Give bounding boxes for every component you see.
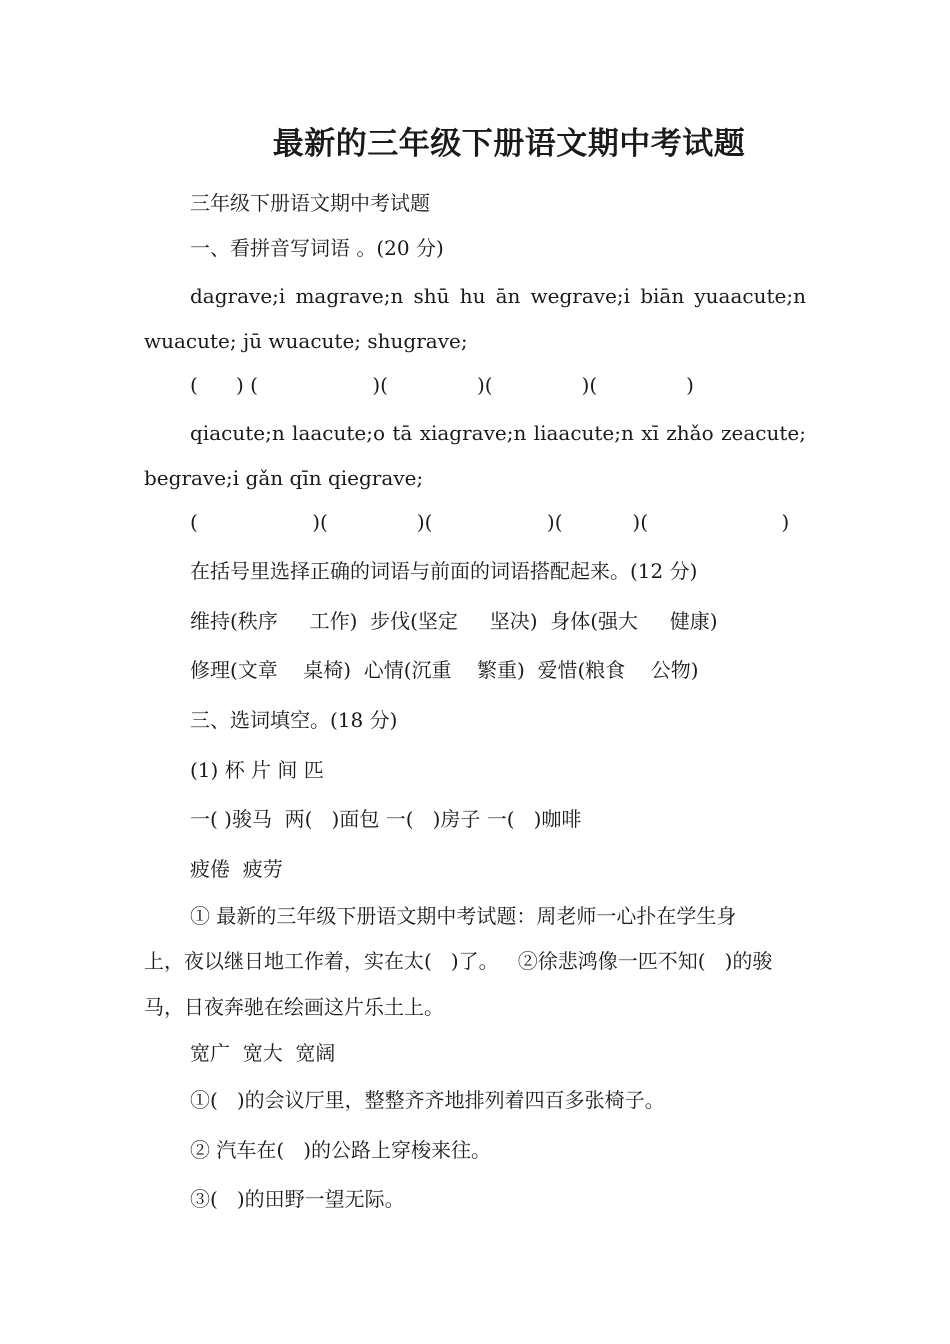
pinyin-word: dagrave;i [190, 284, 286, 308]
pinyin-word: xiagrave;n [419, 421, 527, 445]
pinyin-row-1-continued: wuacute; jū wuacute; shugrave; [144, 329, 468, 353]
pinyin-word: ān [495, 284, 521, 308]
question-2-words: 疲倦 疲劳 [190, 857, 283, 881]
pinyin-word: tā [392, 421, 413, 445]
pinyin-row-2-continued: begrave;i gǎn qīn qiegrave; [144, 466, 424, 490]
answer-blanks-1: ( ) ( )( )( )( ) [190, 373, 694, 397]
subtitle: 三年级下册语文期中考试题 [190, 191, 430, 215]
answer-blanks-2: ( )( )( )( )( ) [190, 510, 790, 534]
matching-row-2: 修理(文章 桌椅) 心情(沉重 繁重) 爱惜(粮食 公物) [190, 658, 699, 682]
pinyin-row-1 [190, 283, 806, 309]
pinyin-word: yuaacute;n [694, 284, 806, 308]
question-1-words: (1) 杯 片 间 匹 [190, 758, 324, 782]
pinyin-word: biān [640, 284, 685, 308]
pinyin-word: zeacute; [721, 421, 806, 445]
section-3-heading: 三、选词填空。(18 分) [190, 708, 398, 732]
question-1-fill: 一( )骏马 两( )面包 一( )房子 一( )咖啡 [190, 807, 582, 831]
question-2-line-1: ① 最新的三年级下册语文期中考试题：周老师一心扑在学生身 [190, 904, 737, 928]
question-2-line-2: 上，夜以继日地工作着，实在太( )了。 ②徐悲鸿像一匹不知( )的骏 [144, 949, 773, 973]
section-1-heading: 一、看拼音写词语 。(20 分) [190, 236, 444, 260]
question-3-sentence-1: ①( )的会议厅里，整整齐齐地排列着四百多张椅子。 [190, 1088, 665, 1112]
matching-row-1: 维持(秩序 工作) 步伐(坚定 坚决) 身体(强大 健康) [190, 609, 718, 633]
section-2-heading: 在括号里选择正确的词语与前面的词语搭配起来。(12 分) [190, 559, 698, 583]
question-3-sentence-3: ③( )的田野一望无际。 [190, 1187, 405, 1211]
pinyin-word: hu [459, 284, 486, 308]
pinyin-word: xī [641, 421, 659, 445]
pinyin-word: magrave;n [295, 284, 404, 308]
pinyin-word: wegrave;i [530, 284, 631, 308]
pinyin-word: laacute;o [292, 421, 386, 445]
question-3-words: 宽广 宽大 宽阔 [190, 1041, 336, 1065]
pinyin-word: liaacute;n [533, 421, 634, 445]
pinyin-row-2 [190, 420, 806, 446]
document-title: 最新的三年级下册语文期中考试题 [272, 126, 746, 162]
question-2-line-3: 马，日夜奔驰在绘画这片乐土上。 [144, 995, 444, 1019]
pinyin-word: qiacute;n [190, 421, 285, 445]
question-3-sentence-2: ② 汽车在( )的公路上穿梭来往。 [190, 1138, 492, 1162]
pinyin-word: shū [413, 284, 450, 308]
pinyin-word: zhǎo [666, 421, 714, 445]
